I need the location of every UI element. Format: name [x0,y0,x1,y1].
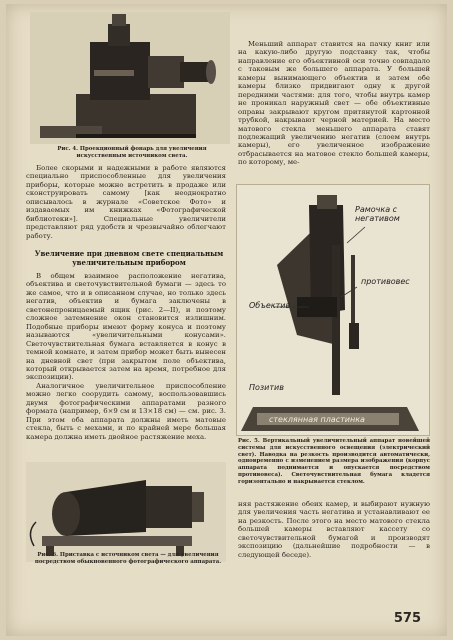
projection-lantern-photo [30,12,230,144]
fig5-caption: Рис. 5. Вертикальный увеличительный аппарат новейшей системы для искусственного освещения (электрический свет). Наводка на резкость производится автоматически, одновременно с изменением размера изображения (корпус аппарата поднимается и опускается посредством противовеса). Светочувствительная бумага кладется горизонтально и накрывается стеклом. [238,438,430,485]
label-positive: Позитив [249,383,284,392]
section-heading: Увеличение при дневном свете специальным увеличительным прибором [34,249,224,267]
fig6-caption: Рис. 6. Приставка с источником света — для увеличения посредством обыкновенного фотографического аппарата. [34,552,222,565]
right-column-top-text: Меньший аппарат ставится на пачку книг или на какую-либо другую подставку так, чтобы направление его объективной оси точно совпадало с таковым же большего аппарата. У большей камеры вынимающего объектив и затем обе камеры близко придвигают одну к другой передними частями: для того, чтобы внутрь камер не проникал наружный свет — обе объективные оправы закрывают кругом притянутой картонной трубкой, накрывают черной материей. На место матового стекла меньшего аппарата ставят подлежащий увеличению негатив (слоем внутрь камеры), его увеличенное изображение отбрасывается на матовое стекло большей камеры, по которому, ме- [238,40,430,167]
figure-light-attachment [26,462,226,562]
fig4-caption: Рис. 4. Проекционный фонарь для увеличения искусственным источником света. [57,146,207,159]
paragraph: Аналогичное увеличительное приспособление можно легко соорудить самому, воспользовавшись двумя фотографическими аппаратами разного формата (например, 6×9 см и 13×18 см) — см. рис. 3. При этом оба аппарата должны иметь матовые стекла, быть с мехами, и по крайней мере большая камера должна иметь двойное растяжение меха. [26,381,226,441]
label-frame-with-negative: Рамочка с негативом [355,205,400,223]
figure-projection-lantern [30,12,230,144]
left-column-body [26,272,226,441]
left-column-paragraph-1 [26,164,226,240]
label-lens: Объектив [249,301,291,310]
book-page [6,4,447,636]
figure-vertical-enlarger [236,184,430,436]
label-counterweight: противовес [361,277,410,286]
page-number: 575 [393,611,421,626]
label-glass-plate: стеклянная пластинка [269,415,365,424]
right-column-bottom-text: няя растяжение обеих камер, и выбирают нужную для увеличения часть негатива и устанавливают ее на резкость. После этого на место матового стекла большей камеры вставляют кассету со светочувствительной бумагой и производят экспозицию (дальнейшие подробности — в следующей беседе). [238,500,430,559]
light-attachment-photo [26,462,226,562]
paragraph: Более скорыми и надежными в работе являются специально приспособленные для увеличения приборы, которые можно встретить в продаже или сконструировать самому [как неоднократно описывалось в журнале «Советское Фото» и издаваемых им книжках «Фотографической библиотеки»]. Специальные увеличители представляют ряд удобств и чрезвычайно облегчают работу. [26,164,226,240]
paragraph: В общем взаимное расположение негатива, объектива и светочувствительной бумаги — здесь то же самое, что и в описанном случае, но только здесь негатив, объектив и бумага заключены в светонепроницаемый ящик (рис. 2—II), и поэтому сложное затемнение окон становится излишним. Подобные приборы имеют форму конуса и поэтому называются «увеличительными конусами». Светочувствительная бумага вставляется в конус в темной комнате, и затем прибор может быть вынесен на дневной свет (при закрытом поле объектива, который открывается затем на время, потребное для экспозиции). [26,272,226,382]
